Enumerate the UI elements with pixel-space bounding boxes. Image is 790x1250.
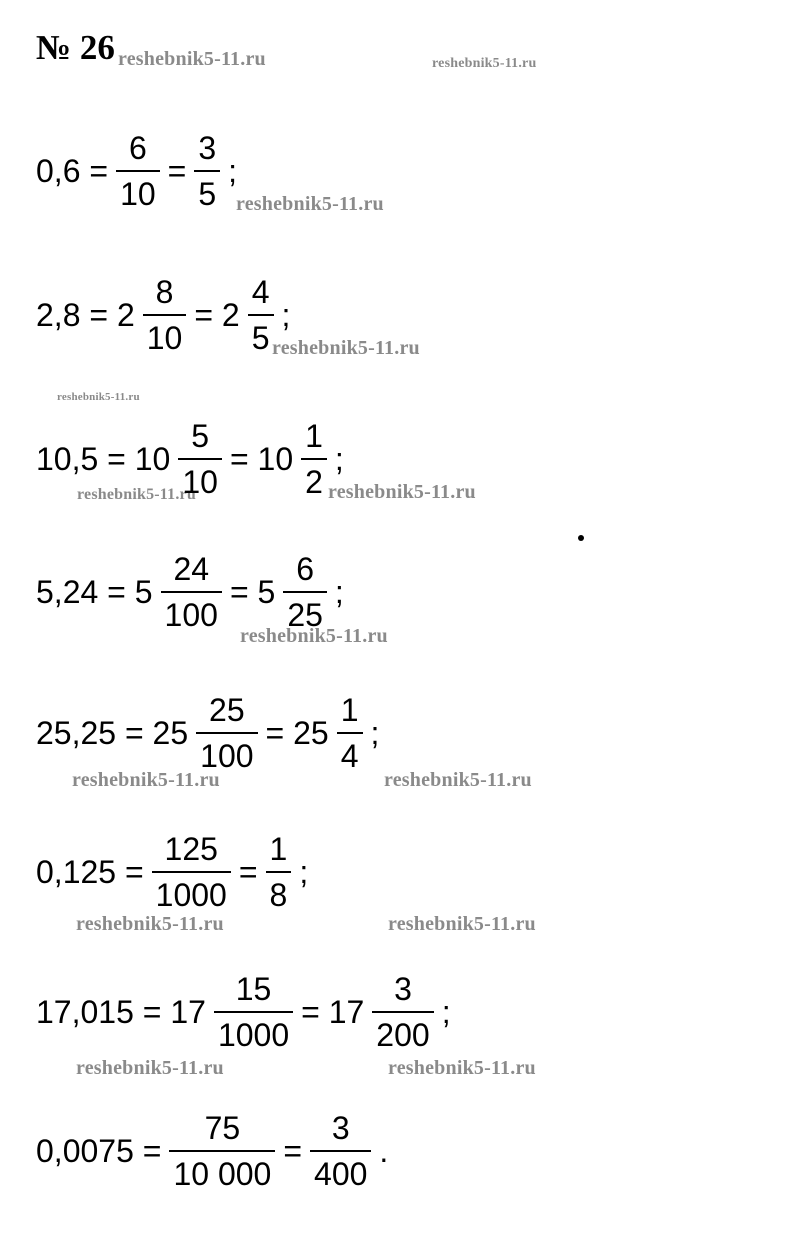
watermark: reshebnik5-11.ru: [432, 56, 537, 71]
watermark: reshebnik5-11.ru: [236, 193, 384, 215]
equation-row: [36, 694, 379, 772]
terminator: ;: [334, 573, 344, 610]
terminator: ;: [281, 296, 291, 333]
fraction: [161, 553, 222, 631]
numerator: 3: [394, 971, 412, 1007]
equation-row: [36, 132, 237, 210]
numerator: 24: [173, 551, 210, 587]
fraction: [196, 694, 257, 772]
watermark: reshebnik5-11.ru: [76, 1057, 224, 1079]
denominator: 10: [178, 458, 222, 498]
numerator: 1: [340, 692, 359, 728]
terminator: ;: [370, 714, 380, 751]
watermark: reshebnik5-11.ru: [384, 769, 532, 791]
equals: =: [238, 853, 258, 890]
terminator: ;: [441, 993, 451, 1030]
fraction: [310, 1112, 371, 1190]
equation-row: [36, 276, 290, 354]
denominator: 100: [196, 732, 257, 772]
terminator: ;: [228, 152, 238, 189]
equals: = 17: [301, 993, 365, 1030]
denominator: 25: [283, 591, 327, 631]
equation-row: [36, 553, 344, 631]
fraction: [194, 132, 220, 210]
fraction: [116, 132, 160, 210]
fraction: [283, 553, 327, 631]
equation-row: [36, 1112, 388, 1190]
watermark: reshebnik5-11.ru: [240, 625, 388, 647]
watermark: reshebnik5-11.ru: [76, 913, 224, 935]
numerator: 3: [198, 130, 217, 166]
numerator: 4: [251, 274, 270, 310]
terminator: .: [379, 1132, 389, 1169]
equation-lhs: 10,5 = 10: [36, 440, 171, 477]
numerator: 15: [235, 971, 272, 1007]
problem-number: № 26: [36, 28, 115, 67]
fraction: [169, 1112, 275, 1190]
equals: =: [283, 1132, 303, 1169]
equals: = 2: [194, 296, 240, 333]
terminator: ;: [299, 853, 309, 890]
numerator: 1: [305, 418, 323, 454]
fraction: [143, 276, 187, 354]
watermark: reshebnik5-11.ru: [118, 48, 266, 70]
equals: = 10: [229, 440, 294, 477]
denominator: 10 000: [169, 1150, 275, 1190]
numerator: 5: [191, 418, 210, 454]
equation-lhs: 17,015 = 17: [36, 993, 206, 1030]
equation-lhs: 2,8 = 2: [36, 296, 135, 333]
equation-lhs: 0,125 =: [36, 853, 144, 890]
fraction: [152, 833, 231, 911]
denominator: 5: [194, 170, 220, 210]
fraction: [301, 420, 327, 498]
equation-lhs: 5,24 = 5: [36, 573, 153, 610]
denominator: 400: [310, 1150, 371, 1190]
equation-lhs: 0,0075 =: [36, 1132, 162, 1169]
fraction: [214, 973, 293, 1051]
denominator: 10: [116, 170, 160, 210]
denominator: 4: [337, 732, 363, 772]
denominator: 10: [143, 314, 187, 354]
fraction: [372, 973, 433, 1051]
equation-row: [36, 420, 344, 498]
watermark: reshebnik5-11.ru: [388, 1057, 536, 1079]
denominator: 200: [372, 1011, 433, 1051]
equals: = 25: [265, 714, 329, 751]
fraction: [178, 420, 222, 498]
numerator: 125: [164, 831, 218, 867]
denominator: 8: [266, 871, 292, 911]
watermark: reshebnik5-11.ru: [388, 913, 536, 935]
equation-lhs: 0,6 =: [36, 152, 109, 189]
stray-dot: [578, 535, 584, 541]
numerator: 75: [204, 1110, 241, 1146]
numerator: 1: [269, 831, 288, 867]
watermark: reshebnik5-11.ru: [272, 337, 420, 359]
equation-lhs: 25,25 = 25: [36, 714, 189, 751]
watermark: reshebnik5-11.ru: [57, 391, 140, 403]
denominator: 1000: [214, 1011, 293, 1051]
denominator: 100: [161, 591, 222, 631]
fraction: [266, 833, 292, 911]
equals: = 5: [229, 573, 276, 610]
numerator: 25: [209, 692, 245, 728]
equation-row: [36, 833, 308, 911]
watermark: reshebnik5-11.ru: [77, 486, 196, 503]
numerator: 8: [155, 274, 174, 310]
watermark: reshebnik5-11.ru: [328, 481, 476, 503]
equation-row: [36, 973, 451, 1051]
watermark: reshebnik5-11.ru: [72, 769, 220, 791]
numerator: 6: [128, 130, 147, 166]
terminator: ;: [334, 440, 344, 477]
fraction: [248, 276, 274, 354]
equals: =: [167, 152, 187, 189]
denominator: 1000: [152, 871, 231, 911]
numerator: 3: [331, 1110, 350, 1146]
numerator: 6: [296, 551, 314, 587]
denominator: 5: [248, 314, 274, 354]
denominator: 2: [301, 458, 327, 498]
fraction: [337, 694, 363, 772]
